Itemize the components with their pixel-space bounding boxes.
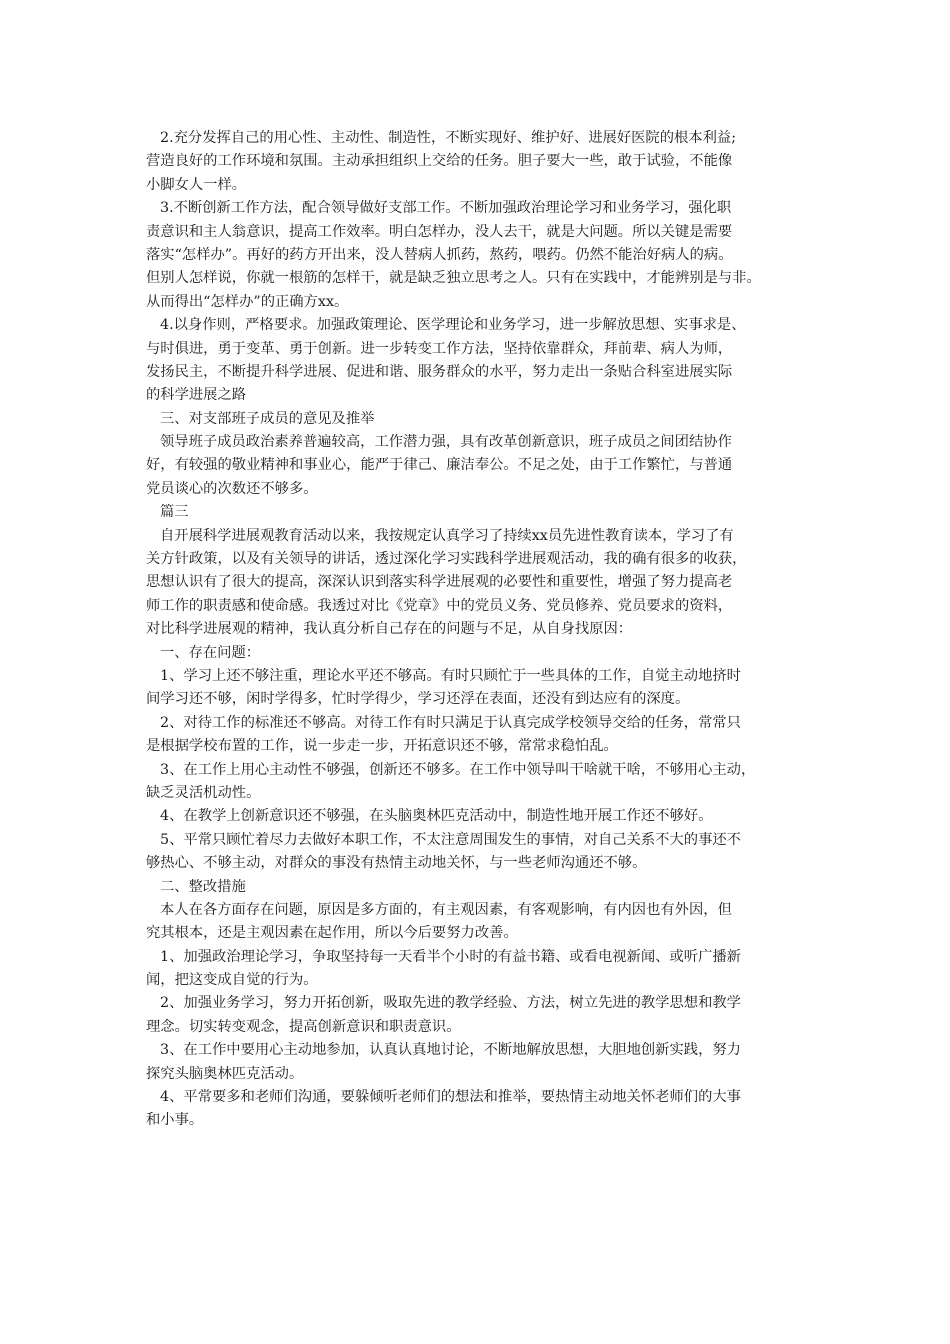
- text-line: 篇三: [160, 504, 189, 521]
- text-line: 三、对支部班子成员的意见及推举: [160, 410, 375, 427]
- paragraph: [146, 501, 816, 524]
- text-line: 的科学进展之路: [146, 387, 247, 404]
- text-line: 3、在工作中要用心主动地参加，认真认真地讨论，不断地解放思想，大胆地创新实践，努力: [160, 1042, 741, 1059]
- text-line: 责意识和主人翁意识，提高工作效率。明白怎样办，没人去干，就是大问题。所以关键是需要: [146, 223, 733, 240]
- paragraph: [146, 876, 816, 899]
- text-line: 2、对待工作的标准还不够高。对待工作有时只满足于认真完成学校领导交给的任务，常常只: [160, 714, 741, 731]
- text-line: 落实“怎样办”。再好的药方开出来，没人替病人抓药，熬药，喂药。仍然不能治好病人的病。: [146, 246, 733, 263]
- text-line: 2、加强业务学习，努力开拓创新，吸取先进的教学经验、方法，树立先进的教学思想和教学: [160, 995, 741, 1012]
- text-line: 1、学习上还不够注重，理论水平还不够高。有时只顾忙于一些具体的工作，自觉主动地挤时: [160, 667, 741, 684]
- paragraph: [146, 805, 816, 828]
- text-line: 思想认识有了很大的提高，深深认识到落实科学进展观的必要性和重要性，增强了努力提高老: [146, 574, 733, 591]
- text-line: 党员谈心的次数还不够多。: [146, 480, 318, 497]
- text-line: 1、加强政治理论学习，争取坚持每一天看半个小时的有益书籍、或看电视新闻、或听广播新: [160, 948, 741, 965]
- text-line: 小脚女人一样。: [146, 176, 247, 193]
- text-line: 4、在教学上创新意识还不够强，在头脑奥林匹克活动中，制造性地开展工作还不够好。: [160, 808, 713, 825]
- paragraph: [146, 314, 816, 408]
- text-line: 师工作的职责感和使命感。我透过对比《党章》中的党员义务、党员修养、党员要求的资料，: [146, 597, 733, 614]
- text-line: 发扬民主，不断提升科学进展、促进和谐、服务群众的水平，努力走出一条贴合科室进展实际: [146, 363, 733, 380]
- paragraph: [146, 712, 816, 759]
- text-line: 4、平常要多和老师们沟通，要躲倾听老师们的想法和推举，要热情主动地关怀老师们的大事: [160, 1089, 741, 1106]
- text-line: 关方针政策，以及有关领导的讲话，透过深化学习实践科学进展观活动，我的确有很多的收获，: [146, 551, 747, 568]
- text-line: 3、在工作上用心主动性不够强，创新还不够多。在工作中领导叫干啥就干啥，不够用心主动，: [160, 761, 756, 778]
- text-line: 究其根本，还是主观因素在起作用，所以今后要努力改善。: [146, 925, 518, 942]
- text-line: 5、平常只顾忙着尽力去做好本职工作，不太注意周围发生的事情，对自己关系不大的事还不: [160, 831, 741, 848]
- text-line: 本人在各方面存在问题，原因是多方面的，有主观因素，有客观影响，有内因也有外因，但: [160, 901, 732, 918]
- paragraph: [146, 1039, 816, 1086]
- text-line: 够热心、不够主动，对群众的事没有热情主动地关怀，与一些老师沟通还不够。: [146, 855, 647, 872]
- text-line: 但别人怎样说，你就一根筋的怎样干，就是缺乏独立思考之人。只有在实践中，才能辨别是与非。: [146, 270, 761, 287]
- text-line: 和小事。: [146, 1112, 204, 1129]
- document-page: [146, 127, 816, 1133]
- text-line: 间学习还不够，闲时学得多，忙时学得少，学习还浮在表面，还没有到达应有的深度。: [146, 691, 690, 708]
- text-line: 理念。切实转变观念，提高创新意识和职责意识。: [146, 1018, 461, 1035]
- paragraph: [146, 408, 816, 431]
- text-line: 4.以身作则，严格要求。加强政策理论、医学理论和业务学习，进一步解放思想、实事求是、: [160, 317, 746, 334]
- paragraph: [146, 665, 816, 712]
- text-line: 闻，把这变成自觉的行为。: [146, 972, 318, 989]
- paragraph: [146, 197, 816, 314]
- text-line: 是根据学校布置的工作，说一步走一步，开拓意识还不够，常常求稳怕乱。: [146, 738, 618, 755]
- paragraph: [146, 525, 816, 642]
- text-line: 好，有较强的敬业精神和事业心，能严于律己、廉洁奉公。不足之处，由于工作繁忙，与普通: [146, 457, 733, 474]
- paragraph: [146, 1086, 816, 1133]
- text-line: 与时俱进，勇于变革、勇于创新。进一步转变工作方法，坚持依靠群众，拜前辈、病人为师，: [146, 340, 733, 357]
- paragraph: [146, 431, 816, 501]
- text-line: 二、整改措施: [160, 878, 246, 895]
- text-line: 3.不断创新工作方法，配合领导做好支部工作。不断加强政治理论学习和业务学习，强化职: [160, 200, 732, 217]
- text-line: 一、存在问题：: [160, 644, 261, 661]
- text-line: 营造良好的工作环境和氛围。主动承担组织上交给的任务。胆子要大一些，敢于试验，不能像: [146, 153, 733, 170]
- paragraph: [146, 642, 816, 665]
- paragraph: [146, 759, 816, 806]
- text-line: 对比科学进展观的精神，我认真分析自己存在的问题与不足，从自身找原因：: [146, 621, 633, 638]
- text-line: 探究头脑奥林匹克活动。: [146, 1065, 304, 1082]
- paragraph: [146, 992, 816, 1039]
- paragraph: [146, 829, 816, 876]
- text-line: 从而得出“怎样办”的正确方xx。: [146, 293, 349, 310]
- text-line: 2.充分发挥自己的用心性、主动性、制造性，不断实现好、维护好、进展好医院的根本利益;: [160, 130, 737, 146]
- paragraph: [146, 127, 816, 197]
- paragraph: [146, 899, 816, 946]
- text-line: 自开展科学进展观教育活动以来，我按规定认真学习了持续xx员先进性教育读本，学习了有: [160, 527, 734, 544]
- paragraph: [146, 946, 816, 993]
- text-line: 缺乏灵活机动性。: [146, 784, 261, 801]
- text-line: 领导班子成员政治素养普遍较高，工作潜力强，具有改革创新意识，班子成员之间团结协作: [160, 434, 732, 451]
